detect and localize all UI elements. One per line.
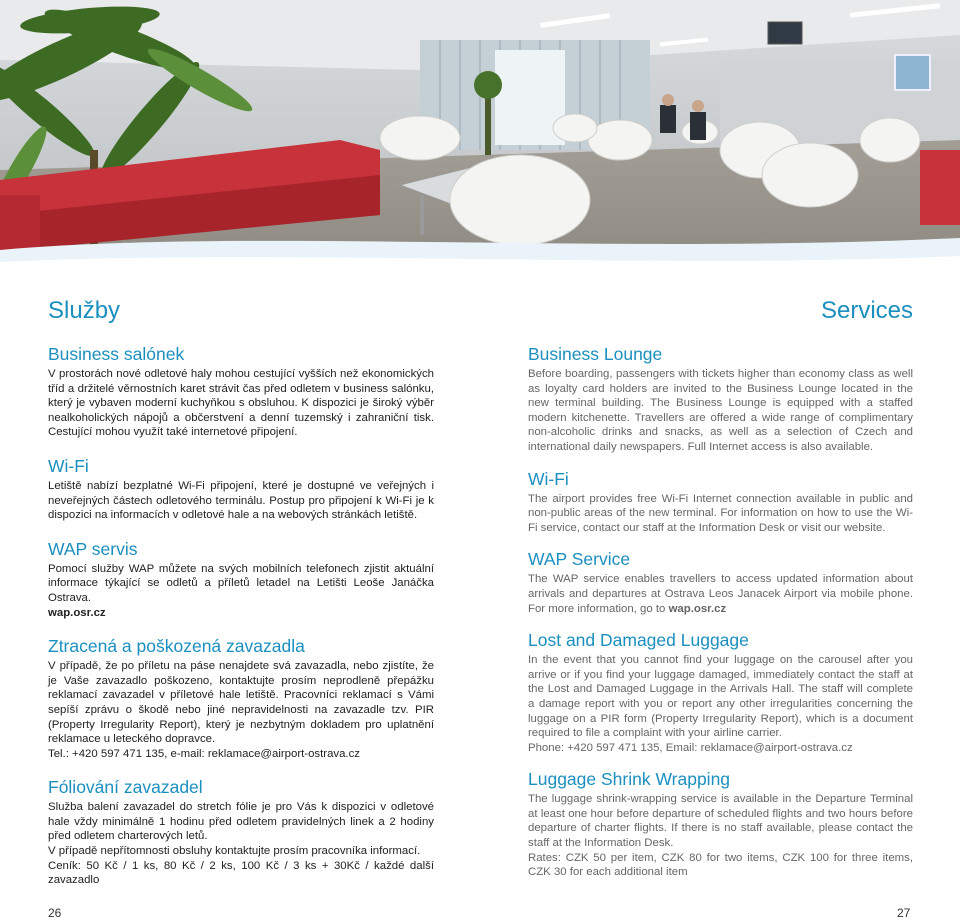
page-title-right: Services [820,297,913,324]
left-column [48,295,434,903]
section-text: Letiště nabízí bezplatné Wi-Fi připojení, které je dostupné ve veřejných i neveřejných částech odletového terminálu. Postup pro připojení k Wi-Fi je k dispozici na informacích v odletové hale a na webových stránkách letiště. [48,479,434,522]
section-heading: Wi-Fi [48,455,89,476]
section-text [48,800,434,888]
section-luggage-en [528,629,913,755]
section-heading: Ztracená a poškozená zavazadla [48,636,305,657]
section-text [528,653,913,755]
page-number-right: 27 [897,906,911,920]
wrapping-prices: Rates: CZK 50 per item, CZK 80 for two items, CZK 100 for three items, CZK 30 for each additional item [528,851,913,879]
wap-text: The WAP service enables travellers to access updated information about arrivals and departures at Ostrava Leos Janacek Airport via mobile phone. For more information, go to [528,573,913,615]
section-heading: WAP servis [48,538,138,559]
section-wifi-en [528,468,913,536]
section-text: Before boarding, passengers with tickets higher than economy class as well as loyalty card holders are invited to the Business Lounge located in the new terminal building. The Business Lounge is equipped with a staffed modern kitchenette. Travellers are offered a wide range of complimentary non-alcoholic drinks and snacks, as well as a selection of Czech and international daily newspapers. Full Internet access is also available. [528,368,913,453]
section-wap-cz [48,538,434,620]
section-wifi-cz [48,455,434,523]
section-luggage-cz [48,635,434,761]
section-text [48,659,434,761]
section-text: The airport provides free Wi-Fi Internet connection available in public and non-public areas of the new terminal. For information on how to use the Wi-Fi service, contact our staff at the Information Desk or visit our website. [528,492,913,534]
luggage-contact: Phone: +420 597 471 135, Email: reklamace@airport-ostrava.cz [528,741,853,754]
section-heading: WAP Service [528,549,631,570]
section-heading: Fóliování zavazadel [48,777,203,798]
luggage-text: In the event that you cannot find your luggage on the carousel after you arrive or if you find your luggage damaged, immediately contact the staff at the Lost and Damaged Luggage in the Arrivals Hall. The staff will complete a damage report with you or report any other irregularities concerning the luggage on a PIR form (Property Irregularity Report), which is a document required to file a complaint with your airline carrier. [528,654,913,740]
lounge-photo [0,0,960,278]
page-number-left: 26 [48,906,62,920]
wap-text: Pomocí služby WAP můžete na svých mobilních telefonech zjistit aktuální informace týkající se odletů a příletů letadel na Letišti Leoše Janáčka Ostrava. [48,562,434,604]
section-text [528,572,913,616]
section-heading: Business Lounge [528,344,663,364]
section-text: V prostorách nové odletové haly mohou cestující vyšších než ekonomických tříd a držitelé věrnostních karet strávit čas před odletem v business salónku, který je vybaven moderní kuchyňkou s obsluhou. K dispozici je široký výběr nealkoholických nápojů a občerstvení a denní tuzemský i zahraniční tisk. Cestující mohou využít také internetové připojení. [48,368,434,439]
section-business-lounge-cz [48,343,434,440]
wrapping-text-2: V případě nepřítomnosti obsluhy kontaktujte prosím pracovníka informací. [48,845,421,858]
page-title-left: Služby [48,297,121,324]
wap-link[interactable]: wap.osr.cz [48,606,106,619]
section-wrapping-cz [48,776,434,888]
wrapping-prices: Ceník: 50 Kč / 1 ks, 80 Kč / 2 ks, 100 Kč / 3 ks + 30Kč / každé další zavazadlo [48,859,434,887]
section-wrapping-en [528,768,913,880]
wrapping-text: The luggage shrink-wrapping service is available in the Departure Terminal at least one hour before departure of scheduled flights and two hours before departure of charter flights. If there is no staff available, please contact the staff at the Information Desk. [528,793,913,850]
wap-link[interactable]: wap.osr.cz [668,602,727,615]
section-heading: Business salónek [48,344,185,364]
section-heading: Wi-Fi [528,468,569,489]
section-wap-en [528,548,913,616]
section-text [528,792,913,880]
luggage-contact: Tel.: +420 597 471 135, e-mail: reklamace@airport-ostrava.cz [48,747,360,760]
section-heading: Lost and Damaged Luggage [528,630,749,651]
right-column [528,295,913,893]
section-text [48,562,434,620]
luggage-text: V případě, že po příletu na páse nenajdete svá zavazadla, nebo zjistíte, že je Vaše zavazadlo poškozeno, kontaktujte prosím neprodleně přepážku reklamací zavazadel v příletové hale letiště. Pracovníci reklamací s Vámi sepíší zprávu o škodě nebo jiné nepravidelnosti na zavazadle tzv. PIR (Property Irregularity Report), který je nezbytným dokladem pro uplatnění reklamace u leteckého dopravce. [48,660,434,746]
section-heading: Luggage Shrink Wrapping [528,769,731,790]
section-business-lounge-en [528,343,913,455]
wrapping-text: Služba balení zavazadel do stretch fólie je pro Vás k dispozici v odletové hale vždy minimálně 1 hodinu před odletem pravidelných linek a 2 hodiny před odletem charterových letů. [48,801,434,843]
